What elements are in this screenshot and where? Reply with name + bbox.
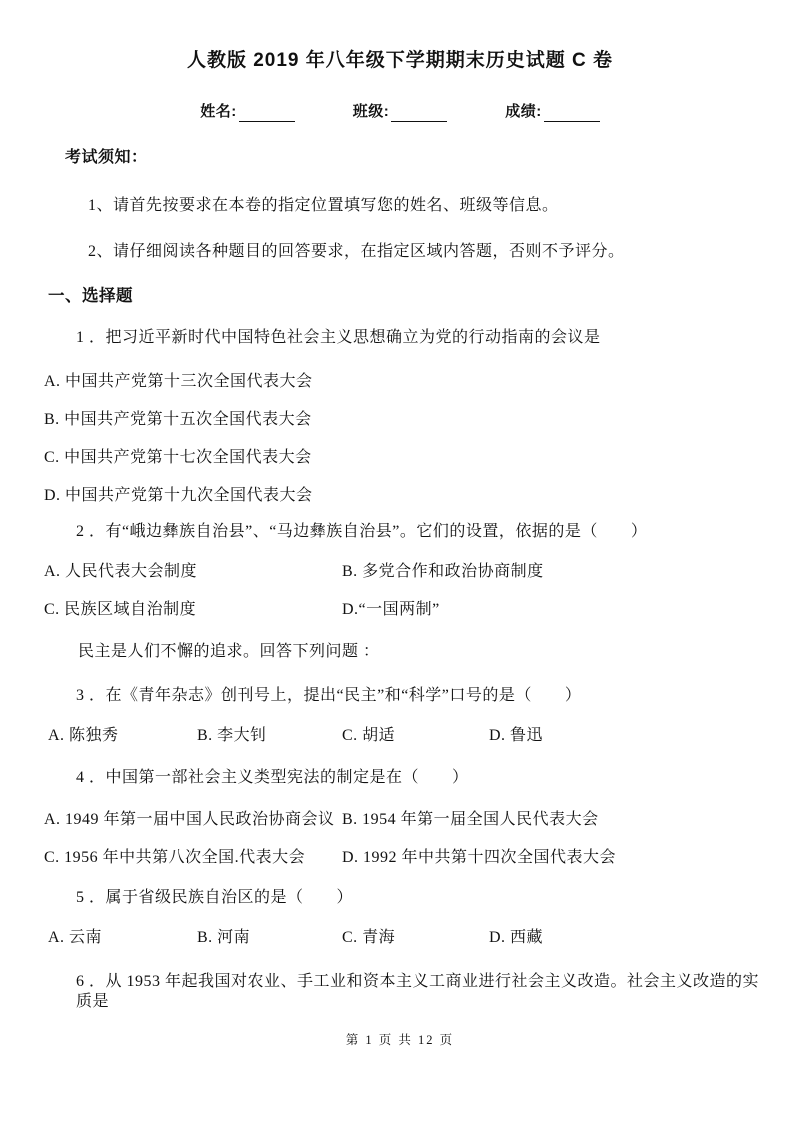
name-blank-line	[239, 106, 295, 122]
question-5-option-a: A. 云南	[48, 929, 103, 946]
question-3-option-a: A. 陈独秀	[48, 727, 119, 744]
question-4-text: 4 ．中国第一部社会主义类型宪法的制定是在（ ）	[76, 769, 469, 786]
score-field	[505, 102, 600, 122]
student-name-field	[200, 102, 295, 122]
question-4-option-a: A. 1949 年第一届中国人民政治协商会议	[44, 811, 335, 828]
question-5-text: 5 ．属于省级民族自治区的是（ ）	[76, 889, 354, 906]
question-3-option-d: D. 鲁迅	[489, 727, 544, 744]
question-5-option-d: D. 西藏	[489, 929, 544, 946]
question-3-option-b: B. 李大钊	[197, 727, 267, 744]
question-6-text: 6 ．从 1953 年起我国对农业、手工业和资本主义工商业进行社会主义改造。社会主义改造的实质是	[76, 973, 760, 1010]
question-4-option-d: D. 1992 年中共第十四次全国代表大会	[342, 849, 617, 866]
intro-text: 民主是人们不懈的追求。回答下列问题 ：	[78, 643, 380, 660]
question-4-options	[40, 810, 760, 868]
question-1-option-b: B. 中国共产党第十五次全国代表大会	[44, 411, 312, 428]
question-5-option-c: C. 青海	[342, 929, 396, 946]
page-footer: 第 1 页 共 12 页	[345, 1033, 455, 1047]
question-2-option-a: A. 人民代表大会制度	[44, 563, 198, 580]
question-2-option-d: D.“一国两制”	[342, 601, 440, 618]
class-field	[353, 102, 448, 122]
question-5-options	[40, 928, 760, 948]
question-4-option-c: C. 1956 年中共第八次全国.代表大会	[44, 849, 306, 866]
question-3-options	[40, 726, 760, 746]
score-label: 成绩:	[505, 103, 542, 120]
exam-notice-title: 考试须知：	[65, 149, 148, 166]
score-blank-line	[544, 106, 600, 122]
class-blank-line	[391, 106, 447, 122]
question-2-options	[40, 562, 760, 620]
name-label: 姓名:	[200, 103, 237, 120]
document-content	[0, 48, 800, 1012]
question-1-option-a: A. 中国共产党第十三次全国代表大会	[44, 373, 313, 390]
question-4-option-b: B. 1954 年第一届全国人民代表大会	[342, 811, 599, 828]
question-3-option-c: C. 胡适	[342, 727, 396, 744]
question-1-option-c: C. 中国共产党第十七次全国代表大会	[44, 449, 312, 466]
question-2-option-c: C. 民族区域自治制度	[44, 601, 197, 618]
student-info-row	[40, 102, 760, 122]
question-1-option-d: D. 中国共产党第十九次全国代表大会	[44, 487, 313, 504]
page-title: 人教版 2019 年八年级下学期期末历史试题 C 卷	[186, 50, 614, 71]
class-label: 班级:	[352, 103, 390, 120]
question-1-text: 1 ．把习近平新时代中国特色社会主义思想确立为党的行动指南的会议是	[76, 329, 601, 346]
question-2-text: 2 ．有“峨边彝族自治县”、“马边彝族自治县”。它们的设置，依据的是（ ）	[76, 523, 648, 540]
question-5-option-b: B. 河南	[197, 929, 251, 946]
notice-item-2: 2、请仔细阅读各种题目的回答要求，在指定区域内答题，否则不予评分。	[88, 243, 625, 260]
question-3-text: 3 ．在《青年杂志》创刊号上，提出“民主”和“科学”口号的是（ ）	[76, 687, 582, 704]
question-2-option-b: B. 多党合作和政治协商制度	[342, 563, 544, 580]
section-heading-choice: 一、选择题	[48, 287, 133, 305]
notice-item-1: 1、请首先按要求在本卷的指定位置填写您的姓名、班级等信息。	[88, 197, 559, 214]
